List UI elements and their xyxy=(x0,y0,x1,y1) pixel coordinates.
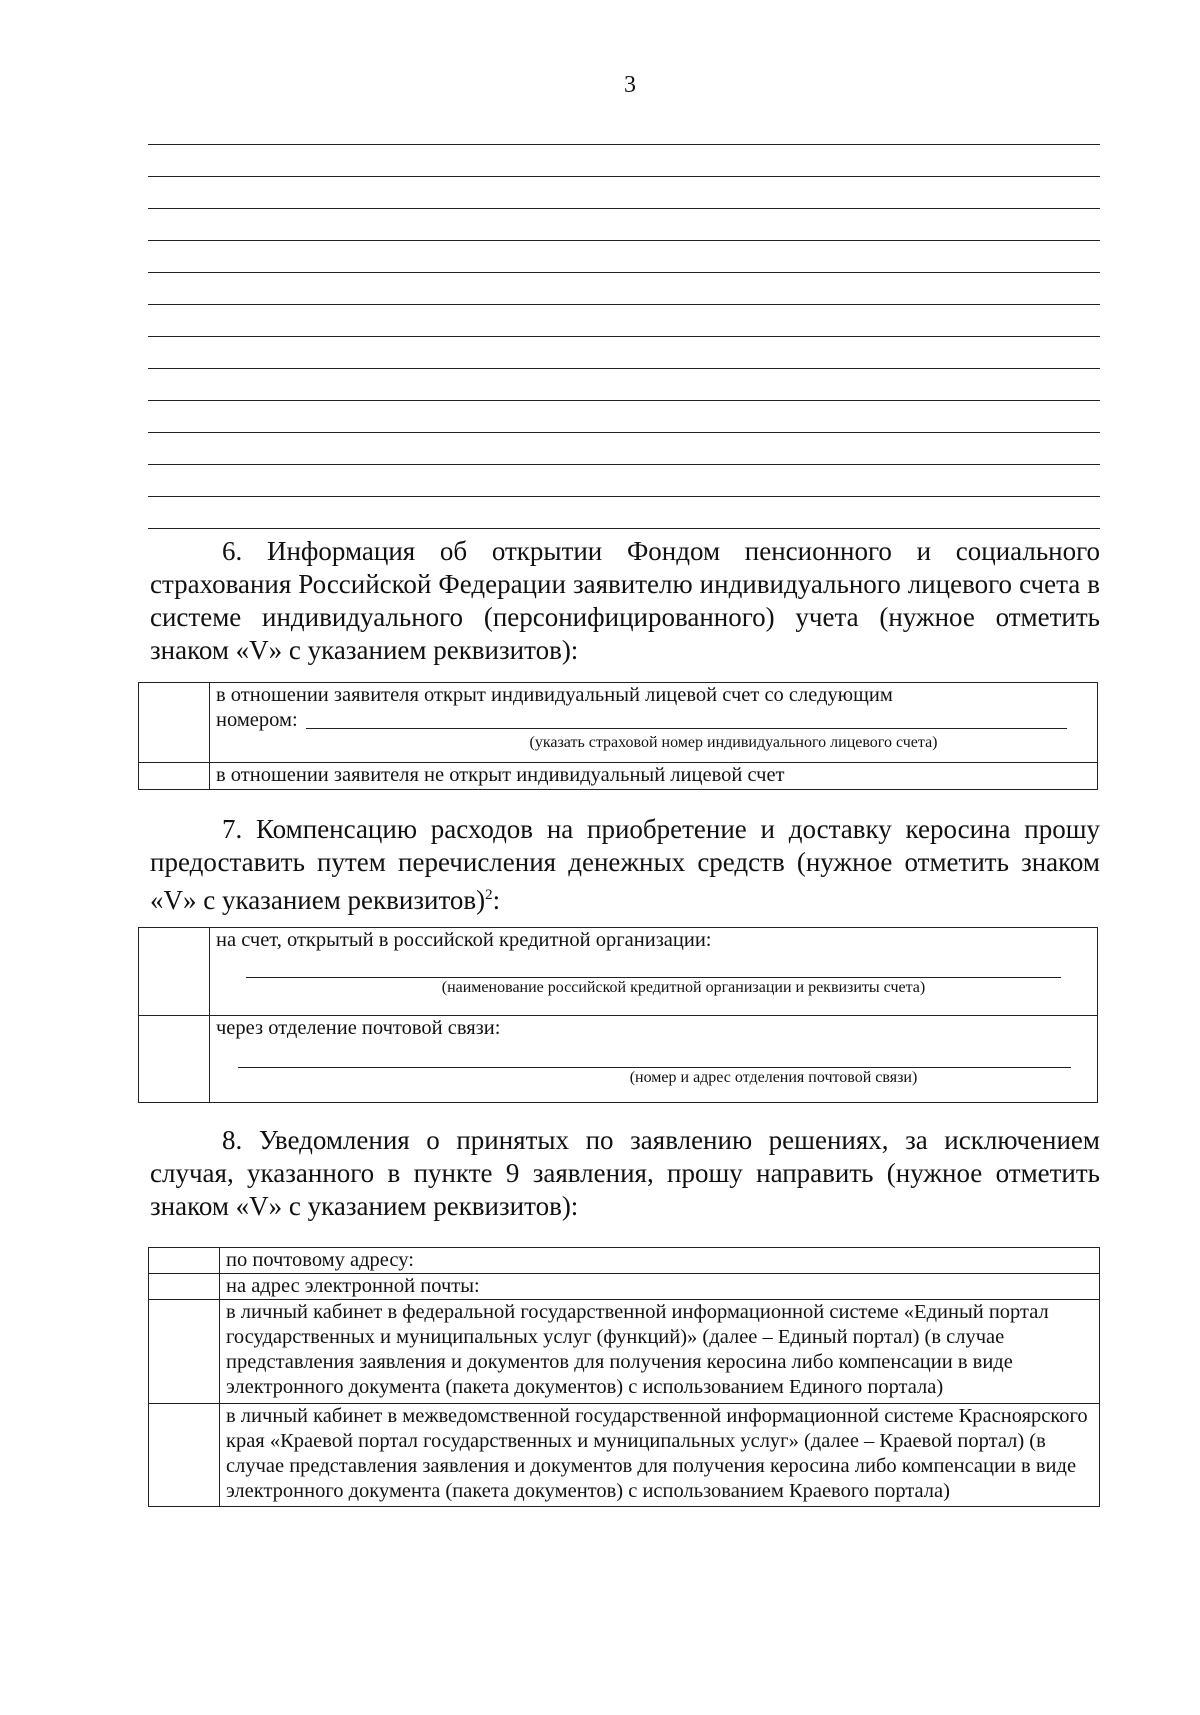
footnote-ref: 2 xyxy=(485,887,493,903)
table-row xyxy=(139,683,1098,763)
table-row xyxy=(149,1248,1100,1274)
blank-line xyxy=(148,464,1100,465)
checkbox-cell[interactable] xyxy=(149,1300,220,1404)
checkbox-cell[interactable] xyxy=(139,683,210,763)
option-label: номером: xyxy=(216,709,298,731)
checkbox-cell[interactable] xyxy=(149,1248,220,1274)
table-row xyxy=(139,763,1098,790)
checkbox-cell[interactable] xyxy=(139,928,210,1016)
blank-line xyxy=(148,432,1100,433)
option-text: в отношении заявителя не открыт индивидуальный лицевой счет xyxy=(216,764,785,786)
blank-line xyxy=(148,272,1100,273)
table-row xyxy=(139,1016,1098,1103)
option-cell xyxy=(210,928,1098,1016)
option-text: на счет, открытый в российской кредитной организации: xyxy=(216,929,712,951)
option-text: по почтовому адресу: xyxy=(220,1248,1100,1274)
blank-line xyxy=(148,208,1100,209)
section-6-table xyxy=(138,682,1098,790)
checkbox-cell[interactable] xyxy=(149,1404,220,1507)
option-text: через отделение почтовой связи: xyxy=(216,1017,501,1039)
blank-line xyxy=(148,368,1100,369)
blank-line xyxy=(148,336,1100,337)
blank-line xyxy=(148,528,1100,529)
option-cell xyxy=(210,683,1098,763)
section-7-table xyxy=(138,927,1098,1103)
option-text: в отношении заявителя открыт индивидуальный лицевой счет со следующим xyxy=(216,684,893,706)
section-8-number: 8. xyxy=(222,1125,243,1155)
option-text: в личный кабинет в федеральной государственной информационной системе «Единый портал государственных и муниципальных услуг (функций)» (далее – Единый портал) (в случае представления заявления и документов для получения керосина либо компенсации в виде электронного документа (пакета документов) с использованием Единого портала) xyxy=(220,1300,1100,1404)
section-8-table xyxy=(148,1247,1100,1507)
checkbox-cell[interactable] xyxy=(139,1016,210,1103)
blank-line xyxy=(148,496,1100,497)
section-8-text: Уведомления о принятых по заявлению решениях, за исключением случая, указанного в пункте 9 заявления, прошу направить (нужное отметить знаком «V» с указанием реквизитов): xyxy=(150,1125,1100,1221)
page-number: 3 xyxy=(624,72,636,98)
option-text: в личный кабинет в межведомственной государственной информационной системе Красноярского края «Краевой портал государственных и муниципальных услуг» (далее – Краевой портал) (в случае представления заявления и документов для получения керосина либо компенсации в виде электронного документа (пакета документов) с использованием Краевого портала) xyxy=(220,1404,1100,1507)
bank-details-field[interactable] xyxy=(246,953,1061,978)
blank-line xyxy=(148,400,1100,401)
post-office-field[interactable] xyxy=(238,1041,1071,1068)
section-7-number: 7. xyxy=(222,814,243,844)
field-hint: (номер и адрес отделения почтовой связи) xyxy=(629,1069,918,1086)
section-8-paragraph xyxy=(150,1124,1100,1223)
section-7-paragraph: 7. Компенсацию расходов на приобретение и доставку керосина прошу предоставить путем перечисления денежных средств (нужное отметить знаком «V» с указанием реквизитов)$^2$: xyxy=(150,814,1100,915)
option-cell xyxy=(210,763,1098,790)
blank-line xyxy=(148,144,1100,145)
option-text: на адрес электронной почты: xyxy=(220,1274,1100,1300)
section-6-paragraph xyxy=(150,535,1100,667)
account-number-field[interactable] xyxy=(306,708,1067,729)
table-row xyxy=(149,1274,1100,1300)
table-row xyxy=(149,1404,1100,1507)
blank-line xyxy=(148,240,1100,241)
section-7-text: Компенсацию расходов на приобретение и доставку керосина прошу предоставить путем перечисления денежных средств (нужное отметить знаком «V» с указанием реквизитов) xyxy=(150,814,1100,915)
checkbox-cell[interactable] xyxy=(139,763,210,790)
section-6-text: Информация об открытии Фондом пенсионного и социального страхования Российской Федерации заявителю индивидуального лицевого счета в системе индивидуального (персонифицированного) учета (нужное отметить знаком «V» с указанием реквизитов): xyxy=(150,536,1100,665)
blank-line xyxy=(148,304,1100,305)
table-row xyxy=(149,1300,1100,1404)
table-row xyxy=(139,928,1098,1016)
checkbox-cell[interactable] xyxy=(149,1274,220,1300)
field-hint: (указать страховой номер индивидуального лицевого счета) xyxy=(529,734,938,751)
section-6-number: 6. xyxy=(222,536,243,566)
blank-line xyxy=(148,176,1100,177)
option-cell xyxy=(210,1016,1098,1103)
field-hint: (наименование российской кредитной организации и реквизиты счета) xyxy=(441,979,926,996)
